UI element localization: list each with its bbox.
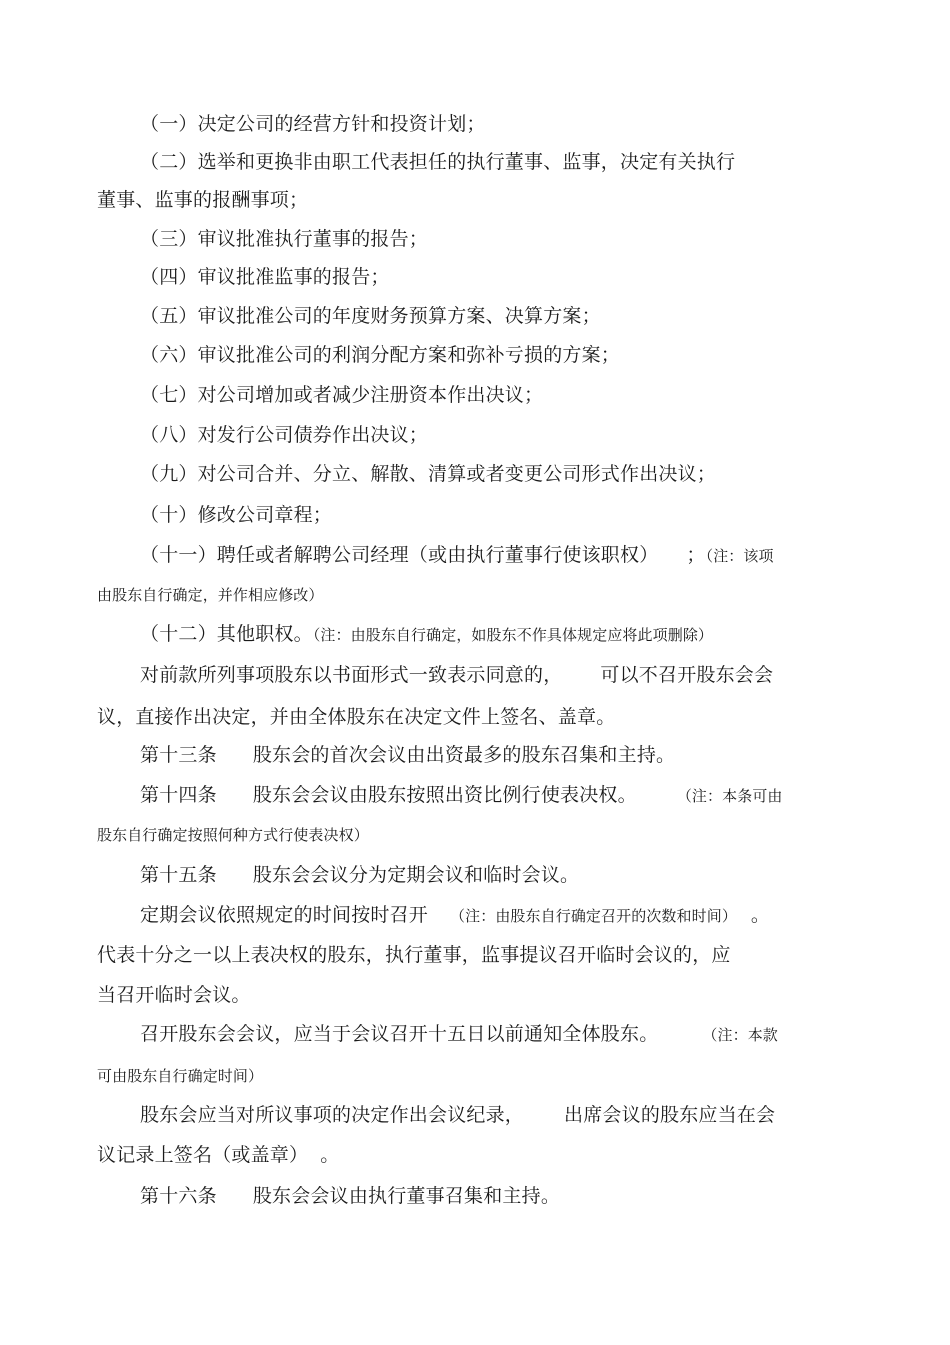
item-12-note: （注：由股东自行确定，如股东不作具体规定应将此项删除） (312, 626, 714, 644)
item-11-line-2: 由股东自行确定，并作相应修改） (97, 586, 324, 604)
minutes-period: 。 (320, 1144, 340, 1166)
item-11-note: （注：该项 (705, 547, 774, 565)
written-consent-text-b: 可以不召开股东会会 (600, 664, 774, 686)
article-14-note: （注：本条可由 (676, 787, 783, 805)
article-16-text: 股东会会议由执行董事召集和主持。 (252, 1185, 561, 1207)
minutes-line-2 (97, 1142, 339, 1168)
notice-line-2: 可由股东自行确定时间） (97, 1067, 264, 1085)
item-11-text: （十一）聘任或者解聘公司经理（或由执行董事行使该职权） (140, 544, 659, 566)
item-10: （十）修改公司章程； (140, 504, 333, 526)
item-6: （六）审议批准公司的利润分配方案和弥补亏损的方案； (140, 344, 621, 366)
minutes-text-b: 出席会议的股东应当在会 (564, 1104, 776, 1126)
article-14-text: 股东会会议由股东按照出资比例行使表决权。 (252, 784, 637, 806)
notice-line-1 (140, 1021, 778, 1048)
minutes-text-c: 议记录上签名（或盖章） (97, 1144, 309, 1166)
article-15-label: 第十五条 (140, 864, 217, 886)
item-2-line-1: （二）选举和更换非由职工代表担任的执行董事、监事，决定有关执行 (140, 151, 736, 173)
periodic-meeting-text: 定期会议依照规定的时间按时召开 (140, 904, 429, 926)
item-4: （四）审议批准监事的报告； (140, 266, 390, 288)
written-consent-text-a: 对前款所列事项股东以书面形式一致表示同意的， (140, 664, 563, 686)
notice-note: （注：本款 (702, 1026, 778, 1044)
article-15-text: 股东会会议分为定期会议和临时会议。 (252, 864, 580, 886)
item-11-line-1 (140, 542, 774, 569)
article-13-text: 股东会的首次会议由出资最多的股东召集和主持。 (252, 744, 676, 766)
periodic-meeting-note: （注：由股东自行确定召开的次数和时间） (450, 907, 737, 925)
item-8: （八）对发行公司债券作出决议； (140, 424, 429, 446)
minutes-text-a: 股东会应当对所议事项的决定作出会议纪录， (140, 1104, 525, 1126)
item-7: （七）对公司增加或者减少注册资本作出决议； (140, 384, 544, 406)
written-consent-line-2: 议，直接作出决定，并由全体股东在决定文件上签名、盖章。 (97, 706, 616, 728)
periodic-meeting-line-2: 代表十分之一以上表决权的股东，执行董事，监事提议召开临时会议的，应 (97, 944, 731, 966)
item-12-text: （十二）其他职权。 (140, 623, 313, 645)
item-2-line-2: 董事、监事的报酬事项； (97, 189, 309, 211)
item-9: （九）对公司合并、分立、解散、清算或者变更公司形式作出决议； (140, 463, 717, 485)
notice-text: 召开股东会会议，应当于会议召开十五日以前通知全体股东。 (140, 1023, 659, 1045)
article-14-line-1 (140, 782, 783, 809)
article-13-label: 第十三条 (140, 744, 217, 766)
article-16 (140, 1183, 560, 1209)
article-14-label: 第十四条 (140, 784, 217, 806)
article-15 (140, 862, 579, 888)
periodic-meeting-line-3: 当召开临时会议。 (97, 984, 251, 1006)
item-1: （一）决定公司的经营方针和投资计划； (140, 113, 486, 135)
item-5: （五）审议批准公司的年度财务预算方案、决算方案； (140, 305, 601, 327)
minutes-line-1 (140, 1102, 775, 1128)
periodic-meeting-line-1 (140, 902, 770, 929)
item-12 (140, 621, 713, 648)
article-16-label: 第十六条 (140, 1185, 217, 1207)
periodic-meeting-period: 。 (750, 904, 771, 926)
item-3: （三）审议批准执行董事的报告； (140, 228, 429, 250)
article-14-line-2: 股东自行确定按照何种方式行使表决权） (97, 826, 369, 844)
article-13 (140, 742, 675, 768)
written-consent-line-1 (140, 662, 773, 688)
item-11-semicolon: ； (686, 544, 706, 566)
